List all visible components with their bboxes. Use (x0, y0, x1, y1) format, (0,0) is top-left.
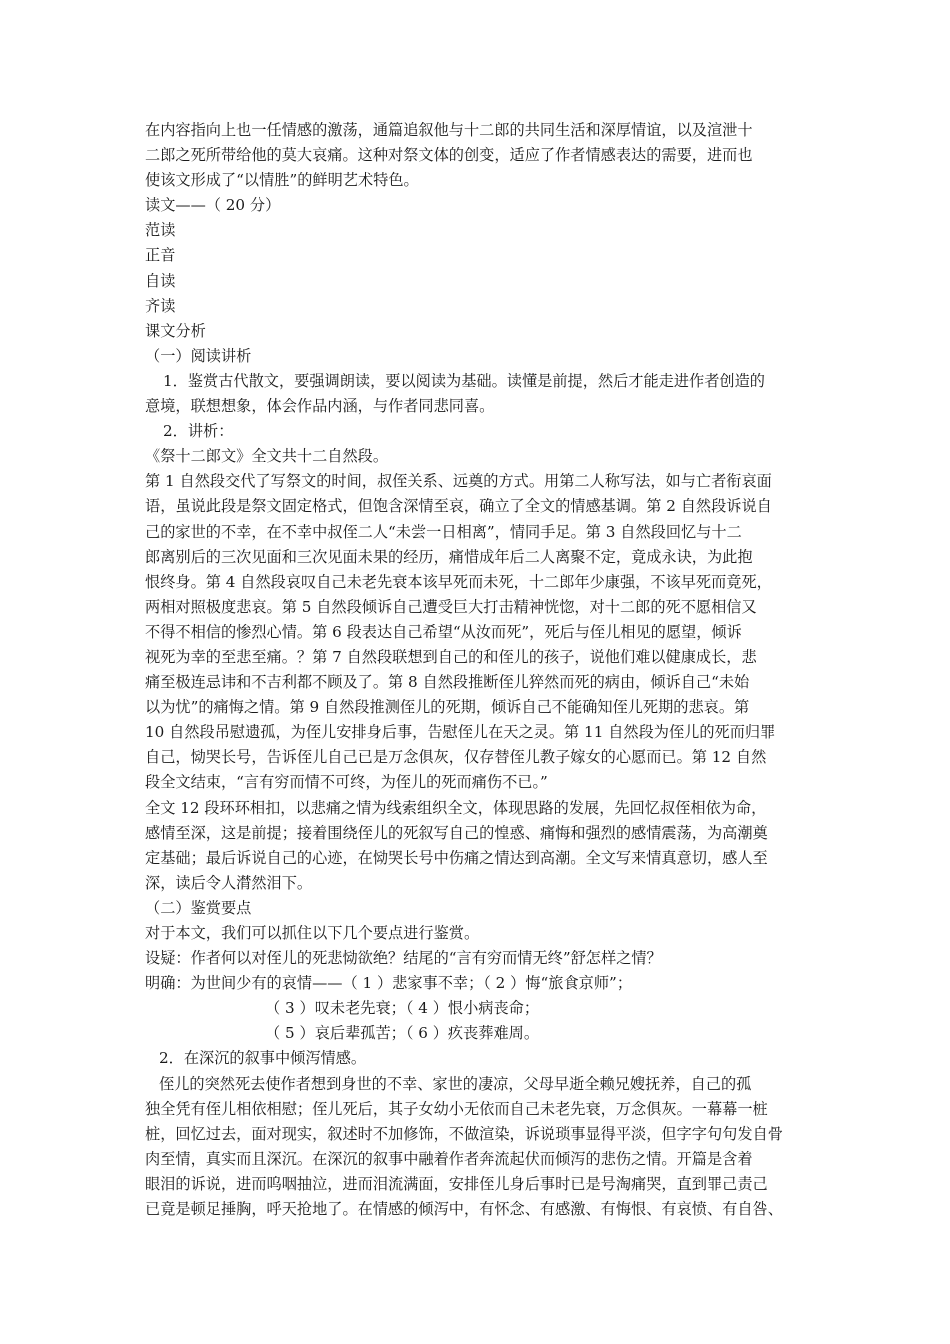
text-line: 段全文结束，“言有穷而情不可终，为侄儿的死而痛伤不已。” (145, 773, 548, 792)
section-heading-reading: （一）阅读讲析 (145, 346, 252, 365)
overview-line: 《祭十二郎文》全文共十二自然段。 (145, 447, 388, 466)
point-1-paragraph (145, 369, 810, 419)
document-page (145, 118, 810, 1222)
point-2-label: 2．讲析： (163, 422, 234, 441)
point-2-heading: 2．在深沉的叙事中倾泻情感。 (159, 1049, 367, 1068)
text-line: 桩，回忆过去，面对现实，叙述时不加修饰，不做渲染，诉说琐事显得平淡，但字字句句发自骨 (145, 1124, 783, 1143)
text-line: 定基础；最后诉说自己的心迹，在恸哭长号中伤痛之情达到高潮。全文写来情真意切，感人至 (145, 848, 768, 867)
intro-paragraph (145, 118, 810, 193)
answer-line: 明确：为世间少有的哀情——（ 1 ）悲家事不幸；（ 2 ）悔“旅食京师”； (145, 974, 633, 993)
text-line: 以为忧”的痛悔之情。第 9 自然段推测侄儿的死期，倾诉自己不能确知侄儿死期的悲哀。第 (145, 698, 750, 717)
read-item: 自读 (145, 271, 176, 290)
text-line: 独全凭有侄儿相依相慰；侄儿死后，其子女幼小无依而自己未老先衰，万念俱灰。一幕幕一桩 (145, 1099, 768, 1118)
text-line: 全文 12 段环环相扣，以悲痛之情为线索组织全文，体现思路的发展，先回忆叔侄相依为命， (145, 798, 767, 817)
read-item: 正音 (145, 246, 176, 265)
text-line: 在内容指向上也一任情感的激荡，通篇追叙他与十二郎的共同生活和深厚情谊，以及渲泄十 (145, 121, 753, 139)
text-line: 二郎之死所带给他的莫大哀痛。这种对祭文体的创变，适应了作者情感表达的需要，进而也 (145, 146, 753, 165)
structure-summary (145, 796, 810, 896)
answer-line: （ 5 ）哀后辈孤苦；（ 6 ）疚丧葬难周。 (265, 1024, 540, 1043)
text-line: 已竟是顿足捶胸，呼天抢地了。在情感的倾泻中，有怀念、有感激、有悔恨、有哀愤、有自咎、 (145, 1200, 783, 1219)
text-line: 自己，恸哭长号，告诉侄儿自己已是万念俱灰，仅存替侄儿教子嫁女的心愿而已。第 12 自然 (145, 748, 767, 767)
text-line: 两相对照极度悲哀。第 5 自然段倾诉自己遭受巨大打击精神恍惚，对十二郎的死不愿相信又 (145, 597, 757, 616)
final-paragraph (145, 1072, 810, 1223)
text-line: 侄儿的突然死去使作者想到身世的不幸、家世的凄凉，父母早逝全赖兄嫂抚养，自己的孤 (159, 1074, 752, 1093)
paragraph-summary (145, 469, 810, 795)
text-line: 语，虽说此段是祭文固定格式，但饱含深情至哀，确立了全文的情感基调。第 2 自然段诉说自 (145, 497, 772, 516)
question-line: 设疑：作者何以对侄儿的死悲恸欲绝？结尾的“言有穷而情无终”舒怎样之情？ (145, 949, 662, 968)
text-line: 不得不相信的惨烈心情。第 6 段表达自己希望“从汝而死”，死后与侄儿相见的愿望，倾诉 (145, 622, 742, 641)
appreciation-intro: 对于本文，我们可以抓住以下几个要点进行鉴赏。 (145, 924, 480, 942)
text-line: 使该文形成了“以情胜”的鲜明艺术特色。 (145, 171, 419, 190)
text-line: 恨终身。第 4 自然段哀叹自己未老先衰本该早死而未死，十二郎年少康强，不该早死而竟死， (145, 572, 772, 591)
text-line: 深，读后令人潸然泪下。 (145, 873, 313, 892)
text-line: 痛至极连忌讳和不吉利都不顾及了。第 8 自然段推断侄儿猝然而死的病由，倾诉自己“未始 (145, 673, 750, 692)
read-heading: 读文——（ 20 分） (145, 196, 281, 215)
analysis-heading: 课文分析 (145, 321, 206, 340)
text-line: 眼泪的诉说，进而呜咽抽泣，进而泪流满面，安排侄儿身后事时已是号淘痛哭，直到罪己责己 (145, 1174, 768, 1193)
section-heading-appreciation: （二）鉴赏要点 (145, 898, 252, 917)
text-line: 视死为幸的至悲至痛。？第 7 自然段联想到自己的和侄儿的孩子，说他们难以健康成长，悲 (145, 647, 757, 666)
text-line: 10 自然段吊慰遗孤，为侄儿安排身后事，告慰侄儿在天之灵。第 11 自然段为侄儿的死而归罪 (145, 723, 776, 742)
answer-line: （ 3 ）叹未老先衰；（ 4 ）恨小病丧命； (265, 999, 540, 1018)
text-line: 感情至深，这是前提；接着围绕侄儿的死叙写自己的惶惑、痛悔和强烈的感情震荡，为高潮奠 (145, 823, 768, 842)
read-item: 范读 (145, 221, 176, 240)
text-line: 意境，联想想象，体会作品内涵，与作者同悲同喜。 (145, 397, 495, 416)
read-item: 齐读 (145, 296, 176, 315)
text-line: 己的家世的不幸，在不幸中叔侄二人“未尝一日相离”，情同手足。第 3 自然段回忆与十二 (145, 522, 742, 541)
text-line: 第 1 自然段交代了写祭文的时间，叔侄关系、远奠的方式。用第二人称写法，如与亡者衔哀面 (145, 472, 772, 491)
text-line: 郎离别后的三次见面和三次见面未果的经历，痛惜成年后二人离聚不定，竟成永诀，为此抱 (145, 547, 753, 566)
text-line: 1．鉴赏古代散文，要强调朗读，要以阅读为基础。读懂是前提，然后才能走进作者创造的 (163, 371, 765, 390)
text-line: 肉至情，真实而且深沉。在深沉的叙事中融着作者奔流起伏而倾泻的悲伤之情。开篇是含着 (145, 1149, 753, 1168)
